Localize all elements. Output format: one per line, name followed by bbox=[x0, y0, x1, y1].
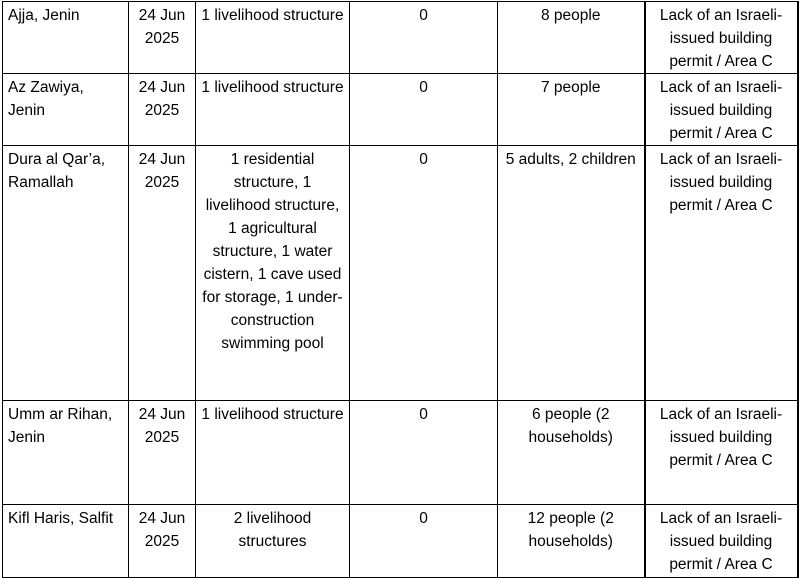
table-row bbox=[3, 401, 798, 505]
location-cell: Ajja, Jenin bbox=[3, 2, 129, 74]
demolitions-table bbox=[2, 1, 799, 578]
date-cell: 24 Jun 2025 bbox=[129, 74, 196, 146]
location-cell: Umm ar Rihan, Jenin bbox=[3, 401, 129, 505]
table-row bbox=[3, 74, 798, 146]
structures-cell: 1 residential structure, 1 livelihood structure, 1 agricultural structure, 1 water cistern, 1 cave used for storage, 1 under-construction swimming pool bbox=[196, 146, 350, 401]
structures-cell: 1 livelihood structure bbox=[196, 74, 350, 146]
table-row bbox=[3, 505, 798, 578]
reason-cell: Lack of an Israeli-issued building permit / Area C bbox=[645, 401, 798, 505]
count-cell: 0 bbox=[350, 401, 498, 505]
affected-cell: 6 people (2 households) bbox=[498, 401, 645, 505]
affected-cell: 12 people (2 households) bbox=[498, 505, 645, 578]
reason-cell: Lack of an Israeli-issued building permit / Area C bbox=[645, 505, 798, 578]
date-cell: 24 Jun 2025 bbox=[129, 146, 196, 401]
count-cell: 0 bbox=[350, 2, 498, 74]
date-cell: 24 Jun 2025 bbox=[129, 505, 196, 578]
date-cell: 24 Jun 2025 bbox=[129, 2, 196, 74]
date-cell: 24 Jun 2025 bbox=[129, 401, 196, 505]
structures-cell: 2 livelihood structures bbox=[196, 505, 350, 578]
count-cell: 0 bbox=[350, 505, 498, 578]
reason-cell: Lack of an Israeli-issued building permit / Area C bbox=[645, 146, 798, 401]
table-row bbox=[3, 146, 798, 401]
count-cell: 0 bbox=[350, 74, 498, 146]
location-cell: Dura al Qar’a, Ramallah bbox=[3, 146, 129, 401]
location-cell: Az Zawiya, Jenin bbox=[3, 74, 129, 146]
structures-cell: 1 livelihood structure bbox=[196, 401, 350, 505]
location-cell: Kifl Haris, Salfit bbox=[3, 505, 129, 578]
affected-cell: 7 people bbox=[498, 74, 645, 146]
table-row bbox=[3, 2, 798, 74]
affected-cell: 8 people bbox=[498, 2, 645, 74]
affected-cell: 5 adults, 2 children bbox=[498, 146, 645, 401]
structures-cell: 1 livelihood structure bbox=[196, 2, 350, 74]
reason-cell: Lack of an Israeli-issued building permit / Area C bbox=[645, 74, 798, 146]
reason-cell: Lack of an Israeli-issued building permit / Area C bbox=[645, 2, 798, 74]
count-cell: 0 bbox=[350, 146, 498, 401]
